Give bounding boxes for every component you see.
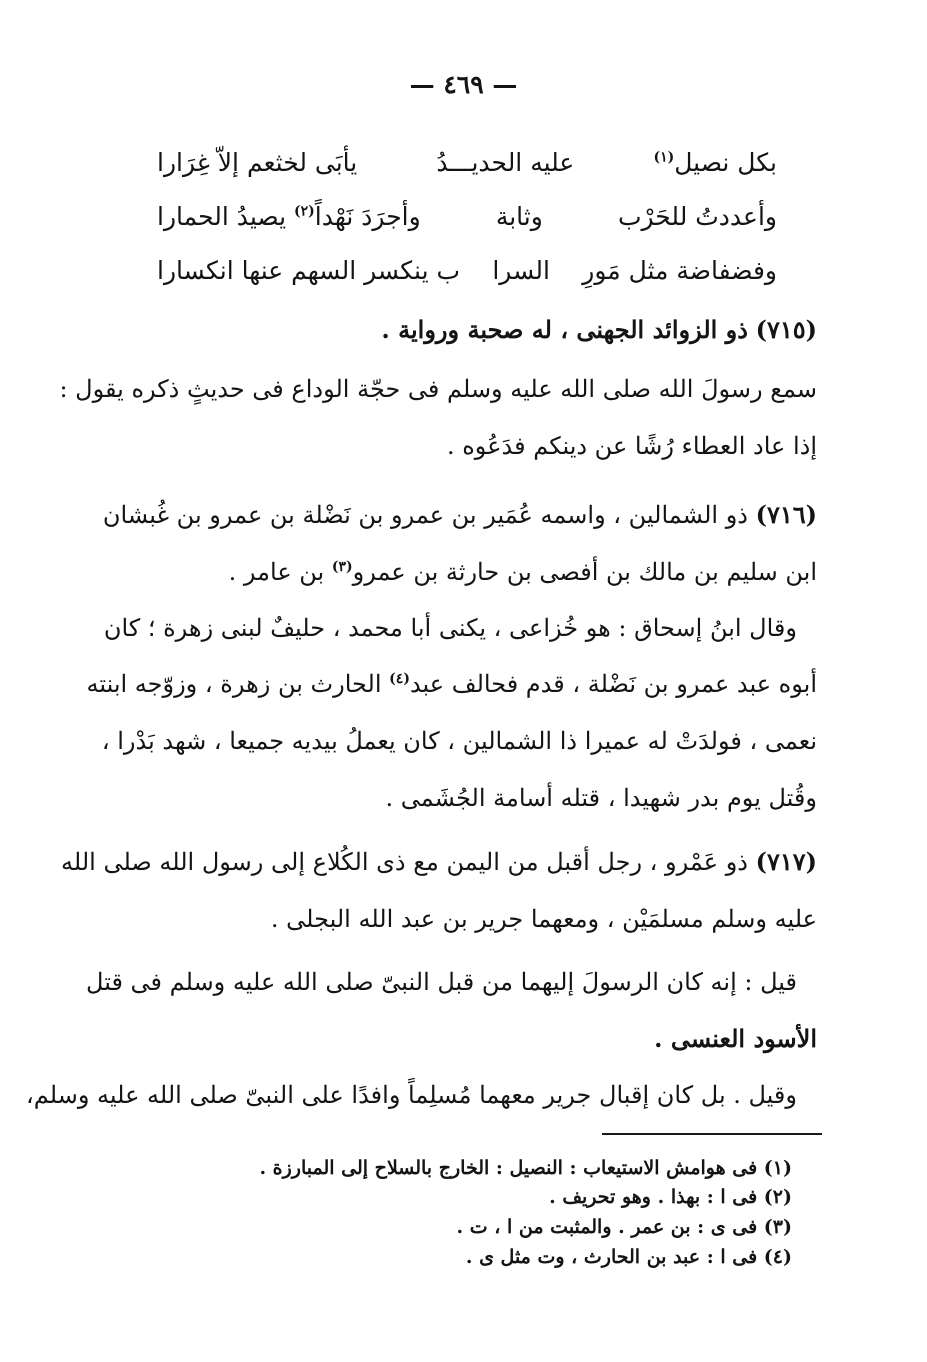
verse-segment: وأعددتُ للحَرْب [617, 202, 777, 231]
verse-segment: وأجرَدَ نَهْداً$^{(٢)}$ يصيدُ الحمارا [157, 202, 421, 231]
footnote-divider [602, 1133, 822, 1135]
entry-715-heading [117, 315, 817, 344]
page-number: — ٤٦٩ — [409, 70, 518, 99]
verse-segment: عليه الحديـــدُ [436, 148, 575, 177]
verse-segment: يأبَى لخثعم إلاّ غِرَارا [157, 148, 358, 177]
entry-717-line-2: عليه وسلم مسلمَيْن ، ومعهما جرير بن عبد الله البجلى . [270, 905, 817, 933]
entry-716-line-4: أبوه عبد عمرو بن نَضْلة ، قدم فحالف عبد$^{(٤)}$ الحارث بن زهرة ، وزوّجه ابنته [86, 670, 817, 698]
verse-segment: بكل نصيل$^{(١)}$ [653, 148, 777, 177]
entry-text: ذو الزوائد الجهنى ، له صحبة ورواية . [381, 315, 748, 344]
entry-717-line-3: قيل : إنه كان الرسولَ إليهما من قبل النبىّ صلى الله عليه وسلم فى قتل [86, 968, 797, 996]
entry-number: (٧١٧) [755, 847, 817, 876]
entry-715-line-3: إذا عاد العطاء رُشًا عن دينكم فدَعُوه . [446, 432, 817, 460]
verse-line-3 [157, 256, 777, 285]
verse-segment: ب ينكسر السهم عنها انكسارا [157, 256, 461, 285]
verse-segment: وفضفاضة مثل مَورِ [582, 256, 777, 285]
verse-segment: السرا [492, 256, 550, 285]
entry-715-line-2: سمع رسولَ الله صلى الله عليه وسلم فى حجّة الوداع فى حديثٍ ذكره يقول : [59, 375, 817, 403]
entry-716-line-6: وقُتل يوم بدر شهيدا ، قتله أسامة الجُشَمى . [385, 784, 817, 812]
entry-716-heading [102, 500, 817, 529]
entry-716-line-3: وقال ابنُ إسحاق : هو خُزاعى ، يكنى أبا محمد ، حليفٌ لبنى زهرة ؛ كان [103, 614, 797, 642]
entry-text: ذو الشمالين ، واسمه عُمَير بن عمرو بن نَضْلة بن عمرو بن غُبشان [102, 501, 748, 529]
verse-line-1 [157, 148, 777, 177]
entry-717-heading [61, 847, 817, 876]
entry-number: (٧١٥) [755, 315, 817, 344]
verse-segment: وثابة [495, 202, 543, 231]
entry-716-line-5: نعمى ، فولدَتْ له عميرا ذا الشمالين ، كان يعملُ بيديه جميعا ، شهد بَدْرا ، [101, 727, 817, 755]
entry-716-line-2: ابن سليم بن مالك بن أفصى بن حارثة بن عمرو$^{(٣)}$ بن عامر . [228, 558, 817, 586]
entry-717-line-5: وقيل . بل كان إقبال جرير معهما مُسلِماً وافدًا على النبىّ صلى الله عليه وسلم، [26, 1081, 797, 1109]
entry-text: ذو عَمْرو ، رجل أقبل من اليمن مع ذى الكُلاع إلى رسول الله صلى الله [61, 848, 748, 876]
footnote-2: (٢) فى ا : بهذا . وهو تحريف . [549, 1186, 792, 1208]
entry-717-line-4: الأسود العنسى . [654, 1024, 817, 1053]
entry-number: (٧١٦) [755, 500, 817, 529]
footnote-4: (٤) فى ا : عبد بن الحارث ، وت مثل ى . [465, 1246, 792, 1268]
footnote-1: (١) فى هوامش الاستيعاب : النصيل : الخارج بالسلاح إلى المبارزة . [259, 1157, 792, 1179]
verse-line-2 [157, 202, 777, 231]
footnote-3: (٣) فى ى : بن عمر . والمثبت من ا ، ت . [456, 1216, 792, 1238]
